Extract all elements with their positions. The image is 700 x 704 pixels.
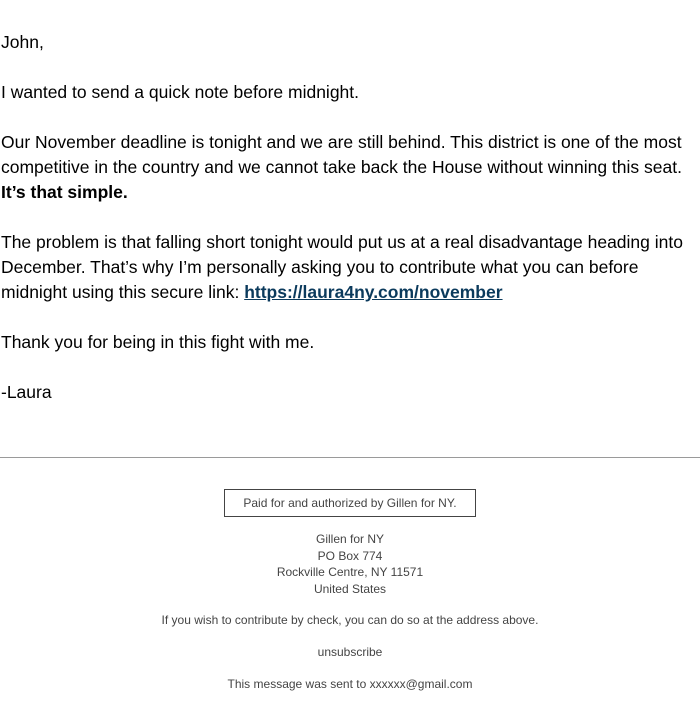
sent-to-prefix: This message was sent to xyxy=(227,677,367,691)
check-contribution-note: If you wish to contribute by check, you can do so at the address above. xyxy=(161,613,539,627)
address-line: Rockville Centre, NY 11571 xyxy=(276,565,424,579)
address-line: PO Box 774 xyxy=(317,548,383,563)
recipient-email-link[interactable]: xxxxxx@gmail.com xyxy=(369,677,473,691)
paragraph-ask xyxy=(1,230,697,305)
signature: -Laura xyxy=(1,382,52,402)
footer-divider xyxy=(0,457,700,458)
paragraph-intro: I wanted to send a quick note before midnight. xyxy=(1,82,360,102)
paragraph-thanks: Thank you for being in this fight with me. xyxy=(1,332,315,352)
address-line: United States xyxy=(313,581,387,596)
sent-to-notice xyxy=(0,677,700,691)
paid-for-disclaimer: Paid for and authorized by Gillen for NY. xyxy=(224,489,476,517)
paragraph-ask-text: The problem is that falling short tonight would put us at a real disadvantage heading into December. That’s why I’m personally asking you to contribute what you can before midnight using this secure link: xyxy=(1,232,683,302)
emphasis-text: It’s that simple. xyxy=(1,182,128,202)
paragraph-deadline xyxy=(1,130,697,205)
mailing-address xyxy=(0,531,700,597)
donate-link[interactable]: https://laura4ny.com/november xyxy=(244,282,503,302)
unsubscribe-link[interactable]: unsubscribe xyxy=(317,645,383,659)
paragraph-deadline-text: Our November deadline is tonight and we are still behind. This district is one of the most competitive in the country and we cannot take back the House without winning this seat. xyxy=(1,132,682,177)
email-footer xyxy=(0,489,700,691)
email-body xyxy=(1,30,697,430)
greeting: John, xyxy=(1,32,44,52)
address-line: Gillen for NY xyxy=(315,532,385,546)
